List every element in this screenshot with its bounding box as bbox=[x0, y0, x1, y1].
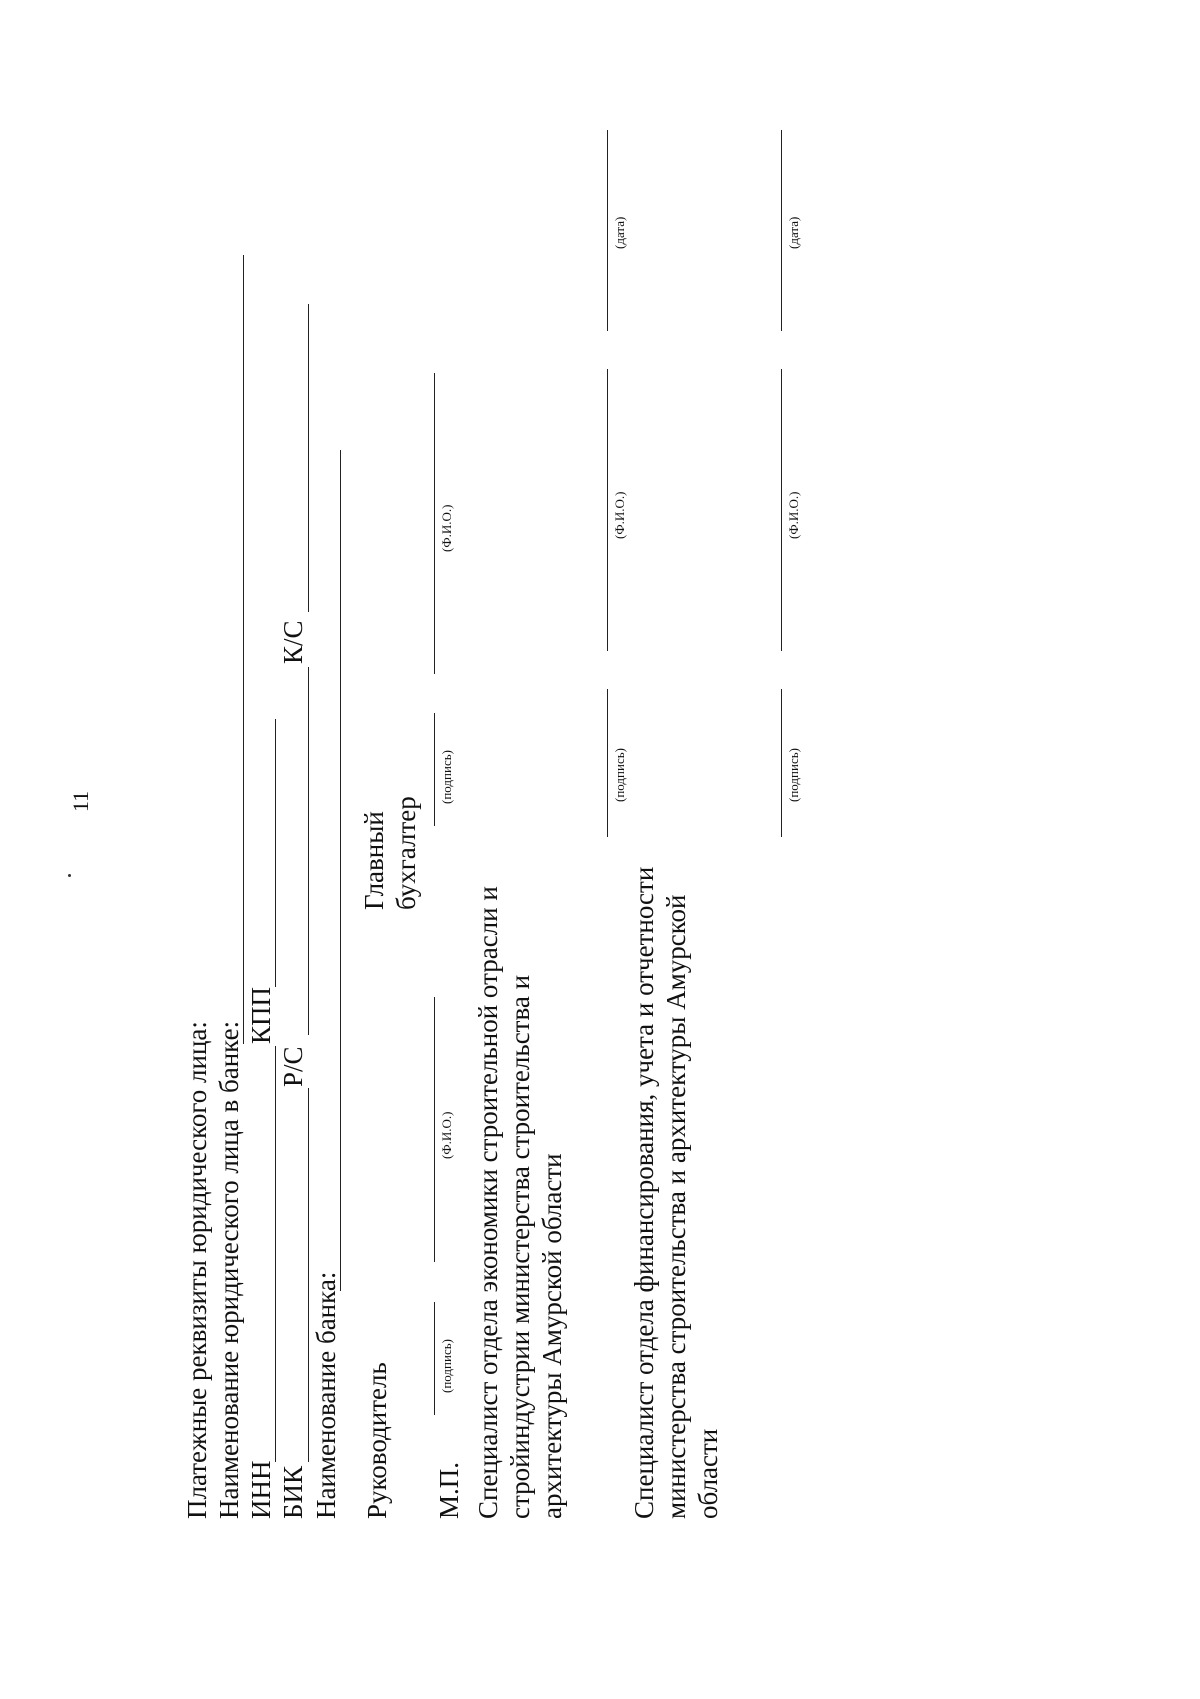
spec-fin-signature-line[interactable] bbox=[781, 689, 782, 837]
chief-signature-line[interactable] bbox=[434, 713, 435, 826]
spec-econ-line1: Специалист отдела экономики строительной отрасли и bbox=[473, 886, 503, 1519]
inn-line[interactable] bbox=[275, 1046, 276, 1462]
chief-accountant-line2: бухгалтер bbox=[391, 796, 421, 910]
head-label: Руководитель bbox=[362, 1362, 392, 1519]
spec-fin-date-line[interactable] bbox=[781, 130, 782, 331]
spec-econ-fio-caption: (Ф.И.О.) bbox=[612, 491, 627, 539]
spec-econ-signature-caption: (подпись) bbox=[612, 748, 627, 802]
kpp-label: КПП bbox=[246, 986, 276, 1044]
bik-label: БИК bbox=[278, 1465, 308, 1519]
kpp-line[interactable] bbox=[275, 719, 276, 987]
name-in-bank-label: Наименование юридического лица в банке: bbox=[214, 1020, 244, 1519]
head-signature-line[interactable] bbox=[434, 1302, 435, 1415]
head-fio-caption: (Ф.И.О.) bbox=[439, 1111, 454, 1159]
chief-fio-line[interactable] bbox=[434, 373, 435, 674]
spec-econ-fio-line[interactable] bbox=[607, 369, 608, 651]
spec-fin-line1: Специалист отдела финансирования, учета и отчетности bbox=[629, 866, 659, 1519]
spec-econ-line3: архитектуры Амурской области bbox=[537, 1153, 567, 1519]
inn-label: ИНН bbox=[246, 1460, 276, 1519]
spec-econ-line2: стройиндустрии министерства строительства и bbox=[505, 974, 535, 1519]
chief-accountant-line1: Главный bbox=[359, 811, 389, 910]
spec-fin-line3: области bbox=[693, 1428, 723, 1519]
mp-label: М.П. bbox=[434, 1461, 464, 1519]
ks-line[interactable] bbox=[308, 304, 309, 612]
spec-fin-fio-line[interactable] bbox=[781, 369, 782, 651]
spec-econ-date-line[interactable] bbox=[607, 130, 608, 331]
head-signature-caption: (подпись) bbox=[439, 1339, 454, 1393]
spec-fin-line2: министерства строительства и архитектуры Амурской bbox=[661, 894, 691, 1519]
head-fio-line[interactable] bbox=[434, 997, 435, 1262]
spec-econ-signature-line[interactable] bbox=[607, 689, 608, 837]
spec-fin-fio-caption: (Ф.И.О.) bbox=[786, 491, 801, 539]
rs-label: Р/С bbox=[278, 1046, 308, 1087]
spec-econ-date-caption: (дата) bbox=[612, 216, 627, 249]
spec-fin-date-caption: (дата) bbox=[786, 216, 801, 249]
page-number: 11 bbox=[68, 790, 93, 812]
bank-name-line[interactable] bbox=[340, 450, 341, 1291]
rs-line[interactable] bbox=[308, 667, 309, 1035]
bik-line[interactable] bbox=[308, 1088, 309, 1462]
chief-signature-caption: (подпись) bbox=[439, 750, 454, 804]
chief-fio-caption: (Ф.И.О.) bbox=[439, 504, 454, 552]
name-in-bank-line[interactable] bbox=[243, 255, 244, 1044]
bank-name-label: Наименование банка: bbox=[311, 1271, 341, 1519]
ks-label: К/С bbox=[278, 620, 308, 664]
spec-fin-signature-caption: (подпись) bbox=[786, 748, 801, 802]
requisites-title: Платежные реквизиты юридического лица: bbox=[182, 1021, 212, 1519]
